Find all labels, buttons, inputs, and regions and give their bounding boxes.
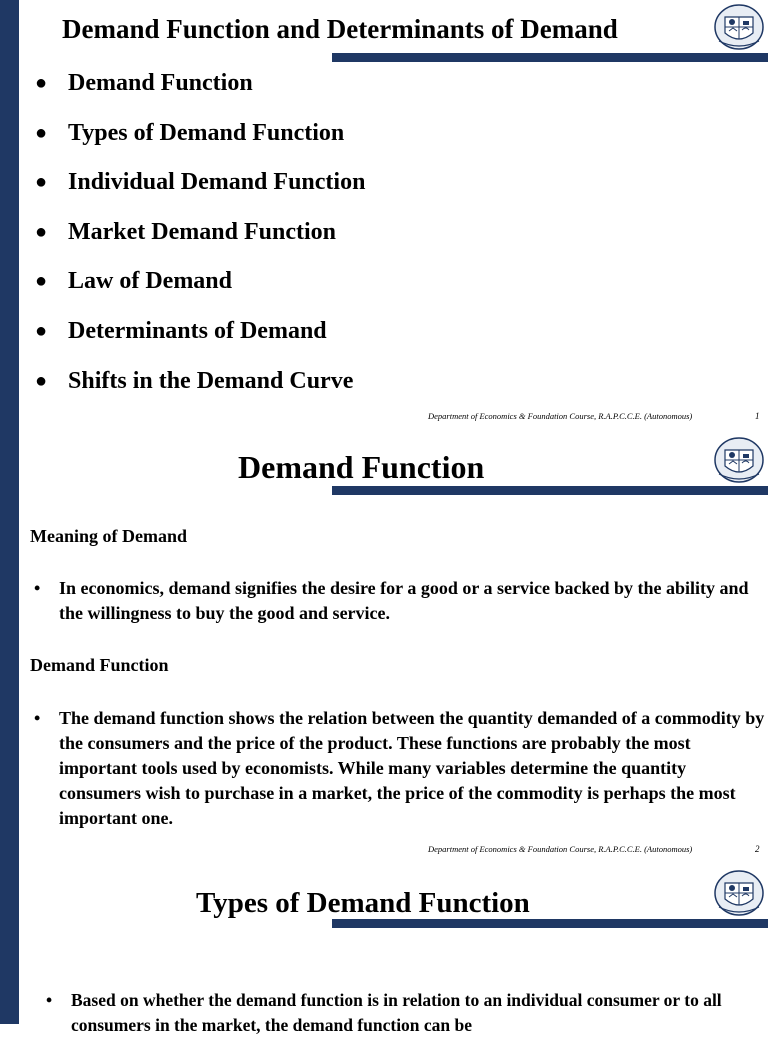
bullet-dot: • (46, 990, 53, 1010)
slide-1 (19, 0, 768, 430)
bullet-dot: ● (35, 171, 48, 194)
section-heading: Demand Function (30, 655, 169, 675)
slide-title: Types of Demand Function (196, 887, 530, 919)
bullet-dot: ● (35, 72, 48, 94)
list-item: ● Types of Demand Function (35, 117, 365, 167)
college-crest-icon (713, 3, 765, 51)
list-item: ● Individual Demand Function (35, 166, 365, 216)
slide-footer: Department of Economics & Foundation Course, R.A.P.C.C.E. (Autonomous) (428, 844, 693, 854)
bullet-dot: • (34, 708, 41, 728)
topic-list (35, 67, 365, 414)
slide-footer: Department of Economics & Foundation Course, R.A.P.C.C.E. (Autonomous) (428, 411, 693, 421)
bullet-dot: ● (35, 121, 48, 144)
title-rule (332, 53, 768, 62)
slide-2 (19, 430, 768, 862)
college-crest-icon (713, 869, 765, 917)
list-item: ● Demand Function (35, 67, 365, 117)
bullet-dot: • (34, 578, 41, 598)
bullet-dot: ● (35, 369, 48, 392)
slide-title: Demand Function (238, 449, 485, 485)
list-item: ● Shifts in the Demand Curve (35, 365, 365, 415)
list-item: ● Market Demand Function (35, 216, 365, 266)
bullet-dot: ● (35, 319, 48, 342)
paragraph: • The demand function shows the relation between the quantity demanded of a commodity by the consumers and the price of the product. These functions are probably the most important tools used by economists. While many variables determine the quantity consumers wish to purchase in a market, the price of the commodity is perhaps the most important one. (34, 708, 765, 828)
page-number: 1 (755, 411, 760, 421)
bullet-dot: ● (35, 270, 48, 293)
college-crest-icon (713, 436, 765, 484)
title-rule (332, 919, 768, 928)
title-rule (332, 486, 768, 495)
paragraph: • Based on whether the demand function is in relation to an individual consumer or to all consumers in the market, the demand function can be (46, 990, 722, 1035)
list-item: ● Law of Demand (35, 265, 365, 315)
paragraph: • In economics, demand signifies the desire for a good or a service backed by the ability and the willingness to buy the good and service. (34, 578, 749, 623)
slide-3 (19, 862, 768, 1035)
page-number: 2 (755, 844, 760, 854)
slide-title: Demand Function and Determinants of Demand (62, 14, 618, 44)
section-heading: Meaning of Demand (30, 526, 187, 546)
left-accent-bar (0, 0, 19, 1024)
bullet-dot: ● (35, 220, 48, 243)
list-item: ● Determinants of Demand (35, 315, 365, 365)
